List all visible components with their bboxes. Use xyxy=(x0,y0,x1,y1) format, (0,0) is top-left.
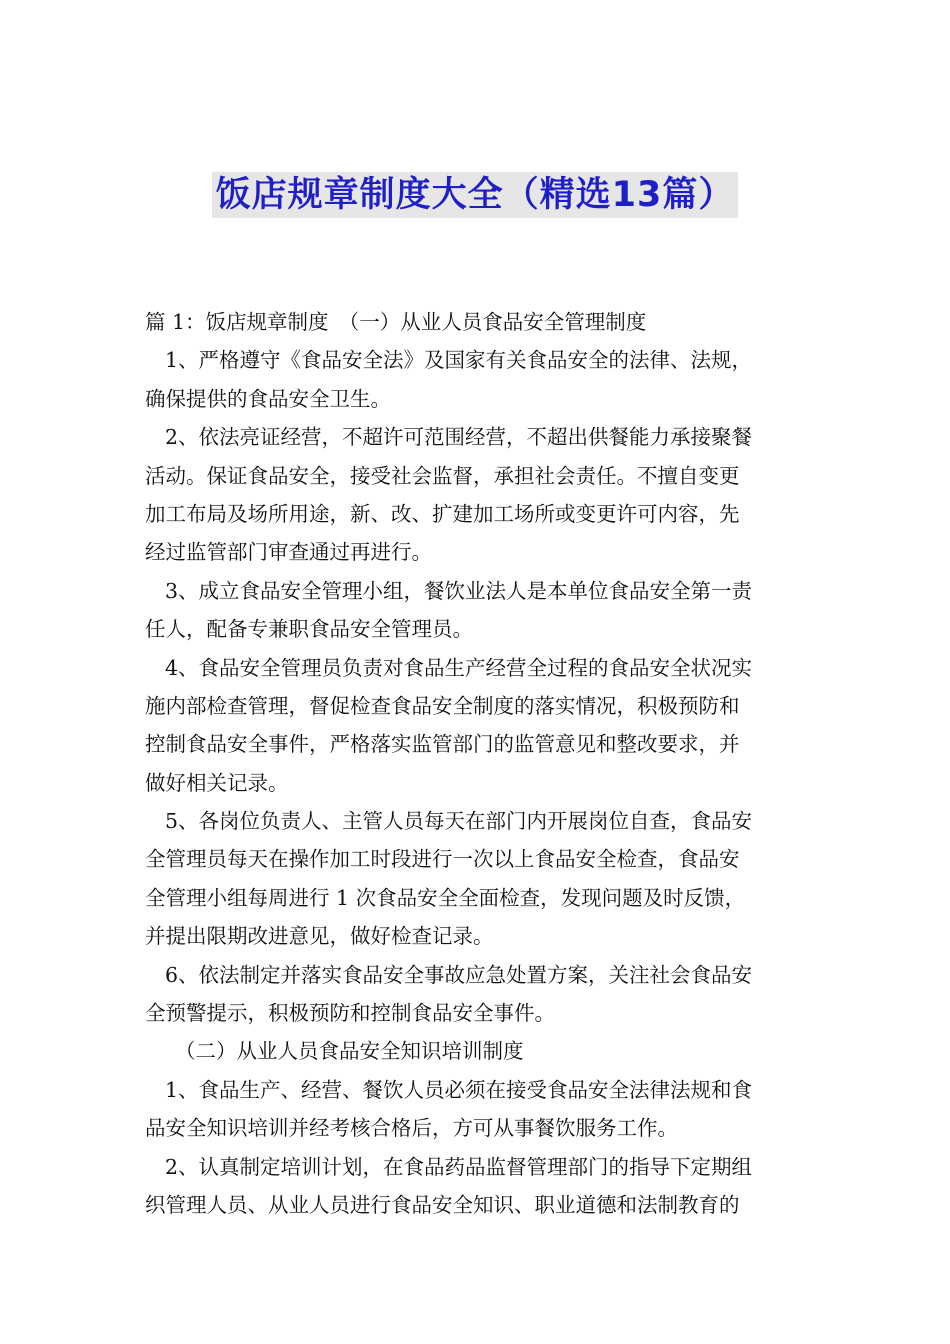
paragraph-line: 织管理人员、从业人员进行食品安全知识、职业道德和法制教育的 xyxy=(145,1192,740,1217)
paragraph-line: 品安全知识培训并经考核合格后，方可从事餐饮服务工作。 xyxy=(145,1116,678,1141)
paragraph-line: 施内部检查管理，督促检查食品安全制度的落实情况，积极预防和 xyxy=(145,693,740,718)
paragraph-line: 1、严格遵守《食品安全法》及国家有关食品安全的法律、法规， xyxy=(165,348,753,373)
paragraph-line: 5、各岗位负责人、主管人员每天在部门内开展岗位自查，食品安 xyxy=(165,809,753,834)
paragraph-line: 3、成立食品安全管理小组，餐饮业法人是本单位食品安全第一责 xyxy=(165,578,753,603)
paragraph-line: 控制食品安全事件，严格落实监管部门的监管意见和整改要求，并 xyxy=(145,732,740,757)
paragraph-line: 2、认真制定培训计划，在食品药品监督管理部门的指导下定期组 xyxy=(165,1154,753,1179)
paragraph-line: 2、依法亮证经营，不超许可范围经营，不超出供餐能力承接聚餐 xyxy=(165,425,753,450)
paragraph-line: 全管理员每天在操作加工时段进行一次以上食品安全检查，食品安 xyxy=(145,847,740,872)
paragraph-line: 确保提供的食品安全卫生。 xyxy=(145,386,391,411)
title-container xyxy=(0,172,950,218)
document-body xyxy=(145,303,807,1224)
document-title: 饭店规章制度大全（精选13篇） xyxy=(212,172,739,218)
paragraph-line: 经过监管部门审查通过再进行。 xyxy=(145,540,432,565)
paragraph-line: 全管理小组每周进行 1 次食品安全全面检查，发现问题及时反馈， xyxy=(145,885,746,910)
paragraph-line: 任人，配备专兼职食品安全管理员。 xyxy=(145,617,473,642)
section-heading-2: （二）从业人员食品安全知识培训制度 xyxy=(175,1039,524,1064)
paragraph-line: 4、食品安全管理员负责对食品生产经营全过程的食品安全状况实 xyxy=(165,655,753,680)
paragraph-line: 加工布局及场所用途，新、改、扩建加工场所或变更许可内容，先 xyxy=(145,501,740,526)
paragraph-line: 1、食品生产、经营、餐饮人员必须在接受食品安全法律法规和食 xyxy=(165,1077,753,1102)
section-heading-1: 篇 1：饭店规章制度 （一）从业人员食品安全管理制度 xyxy=(145,310,647,334)
paragraph-line: 全预警提示，积极预防和控制食品安全事件。 xyxy=(145,1001,555,1026)
paragraph-line: 6、依法制定并落实食品安全事故应急处置方案，关注社会食品安 xyxy=(165,962,753,987)
paragraph-line: 并提出限期改进意见，做好检查记录。 xyxy=(145,924,494,949)
paragraph-line: 活动。保证食品安全，接受社会监督，承担社会责任。不擅自变更 xyxy=(145,463,740,488)
paragraph-line: 做好相关记录。 xyxy=(145,770,289,795)
